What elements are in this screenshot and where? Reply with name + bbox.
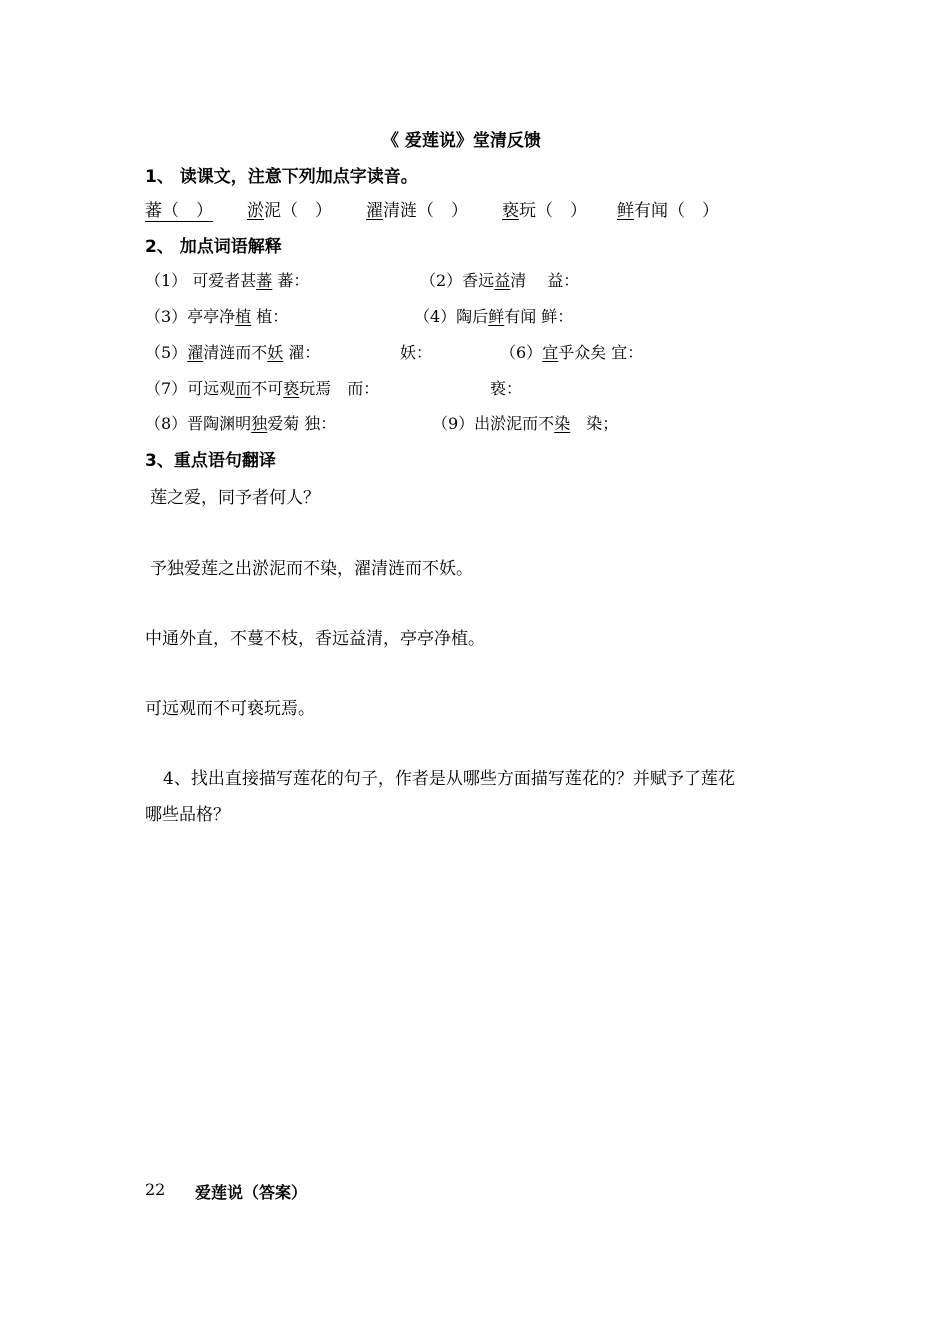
vocab-item-2: （2）香远益清 益：	[420, 271, 580, 290]
translation-sentence: 莲之爱，同予者何人？	[150, 488, 320, 508]
vocab-item-5-yao: 妖：	[400, 343, 433, 362]
pronunciation-item: 濯清涟（ ）	[366, 201, 468, 221]
pronunciation-item: 淤泥（ ）	[247, 201, 332, 221]
translation-sentence: 予独爱莲之出淤泥而不染，濯清涟而不妖。	[150, 559, 473, 579]
vocab-item-6: （6）宜乎众矣 宜：	[500, 343, 644, 362]
question-4-line-1: 4、找出直接描写莲花的句子，作者是从哪些方面描写莲花的？并赋予了莲花	[163, 769, 735, 789]
section2-heading: 2、 加点词语解释	[145, 237, 282, 257]
vocab-item-7-xie: 亵：	[490, 379, 523, 398]
translation-sentence: 中通外直，不蔓不枝，香远益清，亭亭净植。	[145, 629, 485, 649]
pronunciation-row	[145, 196, 719, 222]
pronunciation-item: 蕃（ ）	[145, 196, 213, 222]
pronunciation-item: 鲜有闻（ ）	[617, 201, 719, 221]
vocab-item-1: （1） 可爱者甚蕃 蕃：	[145, 271, 310, 290]
translation-sentence: 可远观而不可亵玩焉。	[145, 699, 315, 719]
vocab-item-5: （5）濯清涟而不妖 濯：	[145, 343, 321, 362]
section3-heading: 3、重点语句翻译	[145, 451, 276, 471]
section1-heading: 1、 读课文，注意下列加点字读音。	[145, 167, 418, 187]
vocab-item-4: （4）陶后鲜有闻 鲜：	[414, 307, 574, 326]
document-title: 《 爱莲说》堂清反馈	[382, 131, 541, 151]
vocab-item-9: （9）出淤泥而不染 染；	[432, 414, 619, 433]
vocab-item-3: （3）亭亭净植 植：	[145, 307, 289, 326]
vocab-item-8: （8）晋陶渊明独爱菊 独：	[145, 414, 337, 433]
vocab-item-7: （7）可远观而不可亵玩焉 而：	[145, 379, 380, 398]
footer-label: 爱莲说（答案）	[195, 1183, 308, 1202]
page-number: 22	[145, 1180, 166, 1199]
pronunciation-item: 亵玩（ ）	[502, 201, 587, 221]
question-4-line-2: 哪些品格？	[145, 805, 230, 825]
